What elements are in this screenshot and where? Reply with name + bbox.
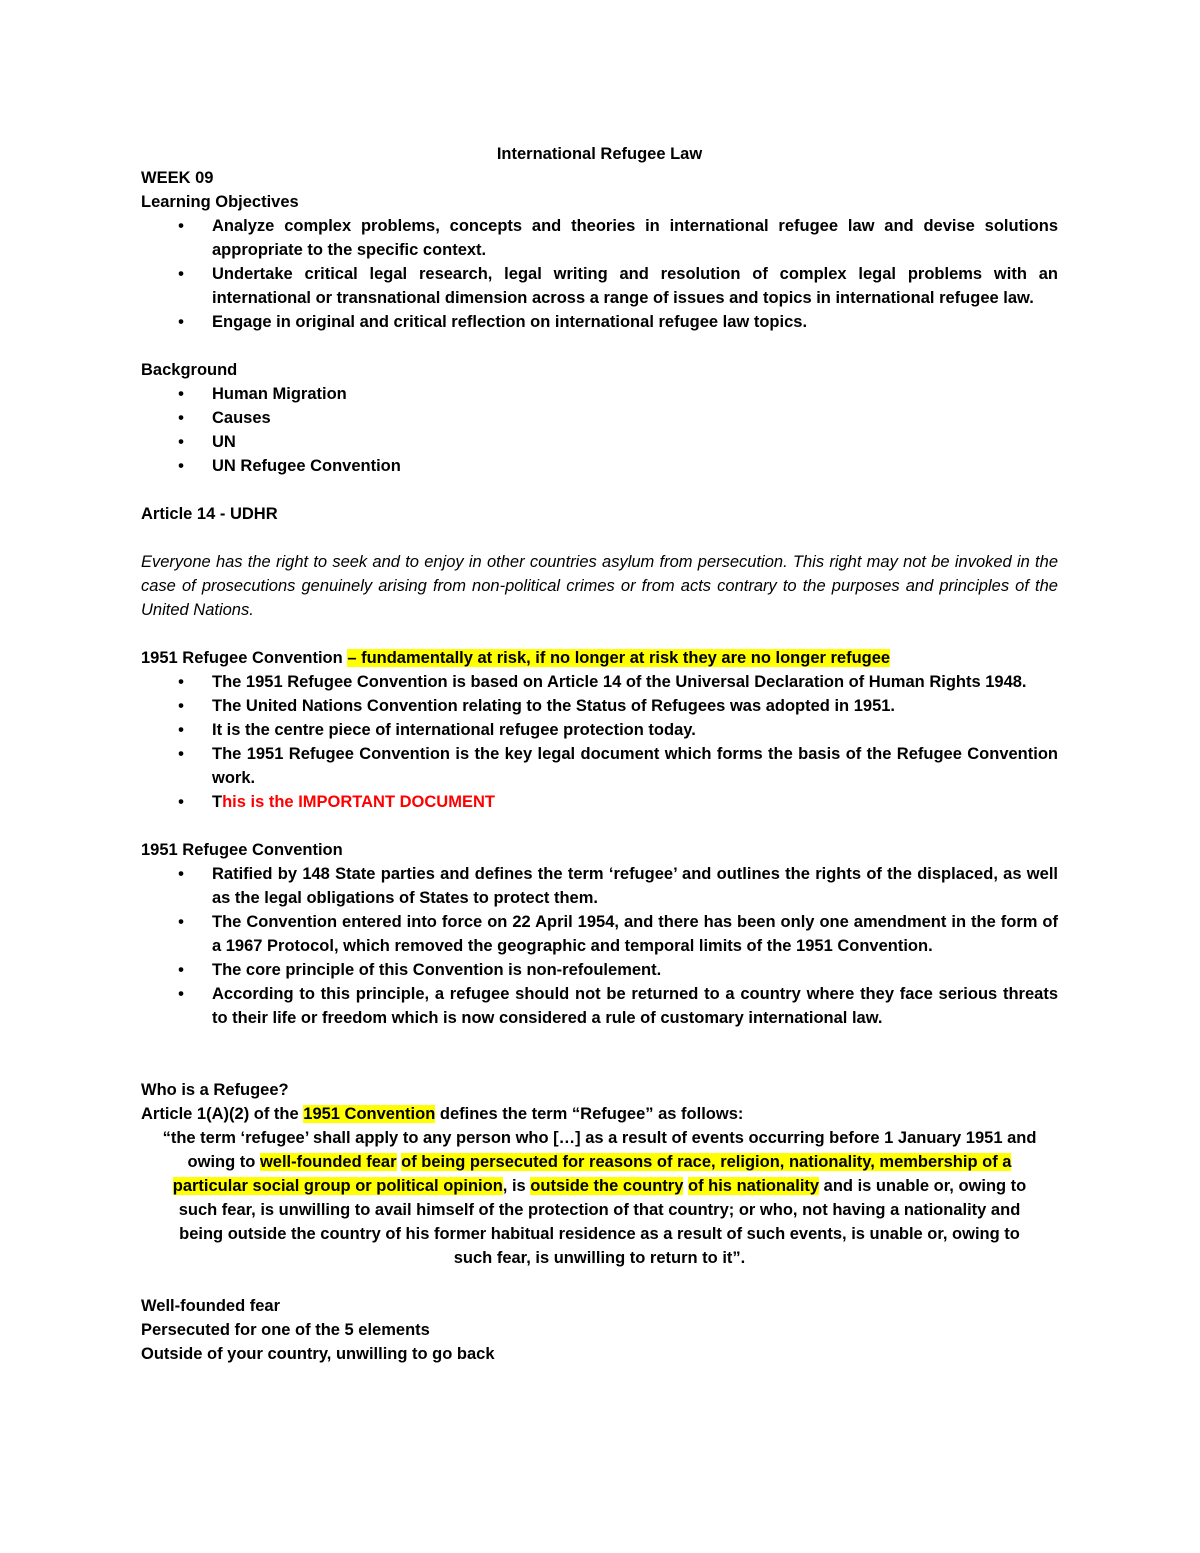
week-label: WEEK 09 [141, 169, 214, 187]
bullet-icon: • [178, 673, 184, 691]
list-item: • The 1951 Refugee Convention is based on Article 14 of the Universal Declaration of Human Rights 1948. [141, 670, 1058, 694]
convention-heading: 1951 Refugee Convention – fundamentally at risk, if no longer at risk they are no longer refugee [141, 649, 891, 667]
bullet-icon: • [178, 721, 184, 739]
bullet-icon: • [178, 457, 184, 475]
summary-line: Persecuted for one of the 5 elements [141, 1321, 430, 1339]
bullet-icon: • [178, 217, 184, 235]
important-text: his is the IMPORTANT DOCUMENT [222, 793, 495, 811]
bullet-icon: • [178, 697, 184, 715]
highlighted-text: 1951 Convention [303, 1105, 436, 1123]
convention-heading-2: 1951 Refugee Convention [141, 841, 343, 859]
list-item: • Human Migration [141, 382, 1058, 406]
list-item: • Ratified by 148 State parties and defines the term ‘refugee’ and outlines the rights of the displaced, as well as the legal obligations of States to protect them. [141, 862, 1058, 910]
bullet-icon: • [178, 409, 184, 427]
background-list [141, 382, 1058, 478]
highlighted-text: well-founded fear [259, 1153, 397, 1171]
highlighted-note: – fundamentally at risk, if no longer at risk they are no longer refugee [347, 649, 891, 667]
summary-line: Outside of your country, unwilling to go back [141, 1345, 495, 1363]
list-item: • The 1951 Refugee Convention is the key legal document which forms the basis of the Refugee Convention work. [141, 742, 1058, 790]
list-item-important: • This is the IMPORTANT DOCUMENT [141, 790, 1058, 814]
list-item: • Undertake critical legal research, legal writing and resolution of complex legal problems with an international or transnational dimension across a range of issues and topics in international refugee law. [141, 262, 1058, 310]
list-item: • Engage in original and critical reflection on international refugee law topics. [141, 310, 1058, 334]
objectives-list [141, 214, 1058, 334]
bullet-icon: • [178, 793, 184, 811]
list-item: • UN [141, 430, 1058, 454]
list-item: • According to this principle, a refugee should not be returned to a country where they face serious threats to their life or freedom which is now considered a rule of customary international law. [141, 982, 1058, 1030]
bullet-icon: • [178, 385, 184, 403]
list-item: • UN Refugee Convention [141, 454, 1058, 478]
list-item: • The United Nations Convention relating to the Status of Refugees was adopted in 1951. [141, 694, 1058, 718]
bullet-icon: • [178, 313, 184, 331]
refugee-intro: Article 1(A)(2) of the 1951 Convention defines the term “Refugee” as follows: [141, 1105, 744, 1123]
convention-list-2 [141, 862, 1058, 1030]
article14-heading: Article 14 - UDHR [141, 505, 278, 523]
refugee-definition-quote: “the term ‘refugee’ shall apply to any person who […] as a result of events occurring before 1 January 1951 and owing to well-founded fear of being persecuted for reasons of race, religion, nationality, membership of a particular social group or political opinion, is outside the country of his nationality and is unable or, owing to such fear, is unwilling to avail himself of the protection of that country; or who, not having a nationality and being outside the country of his former habitual residence as a result of such events, is unable or, owing to such fear, is unwilling to return to it”. [162, 1129, 1037, 1267]
highlighted-text: of his nationality [687, 1177, 820, 1195]
document-body [141, 142, 1058, 1366]
bullet-icon: • [178, 433, 184, 451]
highlighted-text: of being persecuted for reasons of race, religion, nationality, membership of a particular social group or political opinion [172, 1153, 1012, 1195]
highlighted-text: outside the country [530, 1177, 684, 1195]
list-item: • The Convention entered into force on 22 April 1954, and there has been only one amendment in the form of a 1967 Protocol, which removed the geographic and temporal limits of the 1951 Convention. [141, 910, 1058, 958]
list-item: • The core principle of this Convention is non-refoulement. [141, 958, 1058, 982]
refugee-heading: Who is a Refugee? [141, 1081, 289, 1099]
bullet-icon: • [178, 985, 184, 1003]
bullet-icon: • [178, 865, 184, 883]
bullet-icon: • [178, 265, 184, 283]
document-title: International Refugee Law [496, 145, 703, 163]
background-heading: Background [141, 361, 238, 379]
bullet-icon: • [178, 961, 184, 979]
bullet-icon: • [178, 745, 184, 763]
article14-text: Everyone has the right to seek and to enjoy in other countries asylum from persecution. This right may not be invoked in the case of prosecutions genuinely arising from non-political crimes or from acts contrary to the purposes and principles of the United Nations. [141, 553, 1058, 619]
objectives-heading: Learning Objectives [141, 193, 299, 211]
list-item: • It is the centre piece of international refugee protection today. [141, 718, 1058, 742]
list-item: • Analyze complex problems, concepts and theories in international refugee law and devise solutions appropriate to the specific context. [141, 214, 1058, 262]
convention-list [141, 670, 1058, 814]
list-item: • Causes [141, 406, 1058, 430]
summary-line: Well-founded fear [141, 1297, 281, 1315]
bullet-icon: • [178, 913, 184, 931]
